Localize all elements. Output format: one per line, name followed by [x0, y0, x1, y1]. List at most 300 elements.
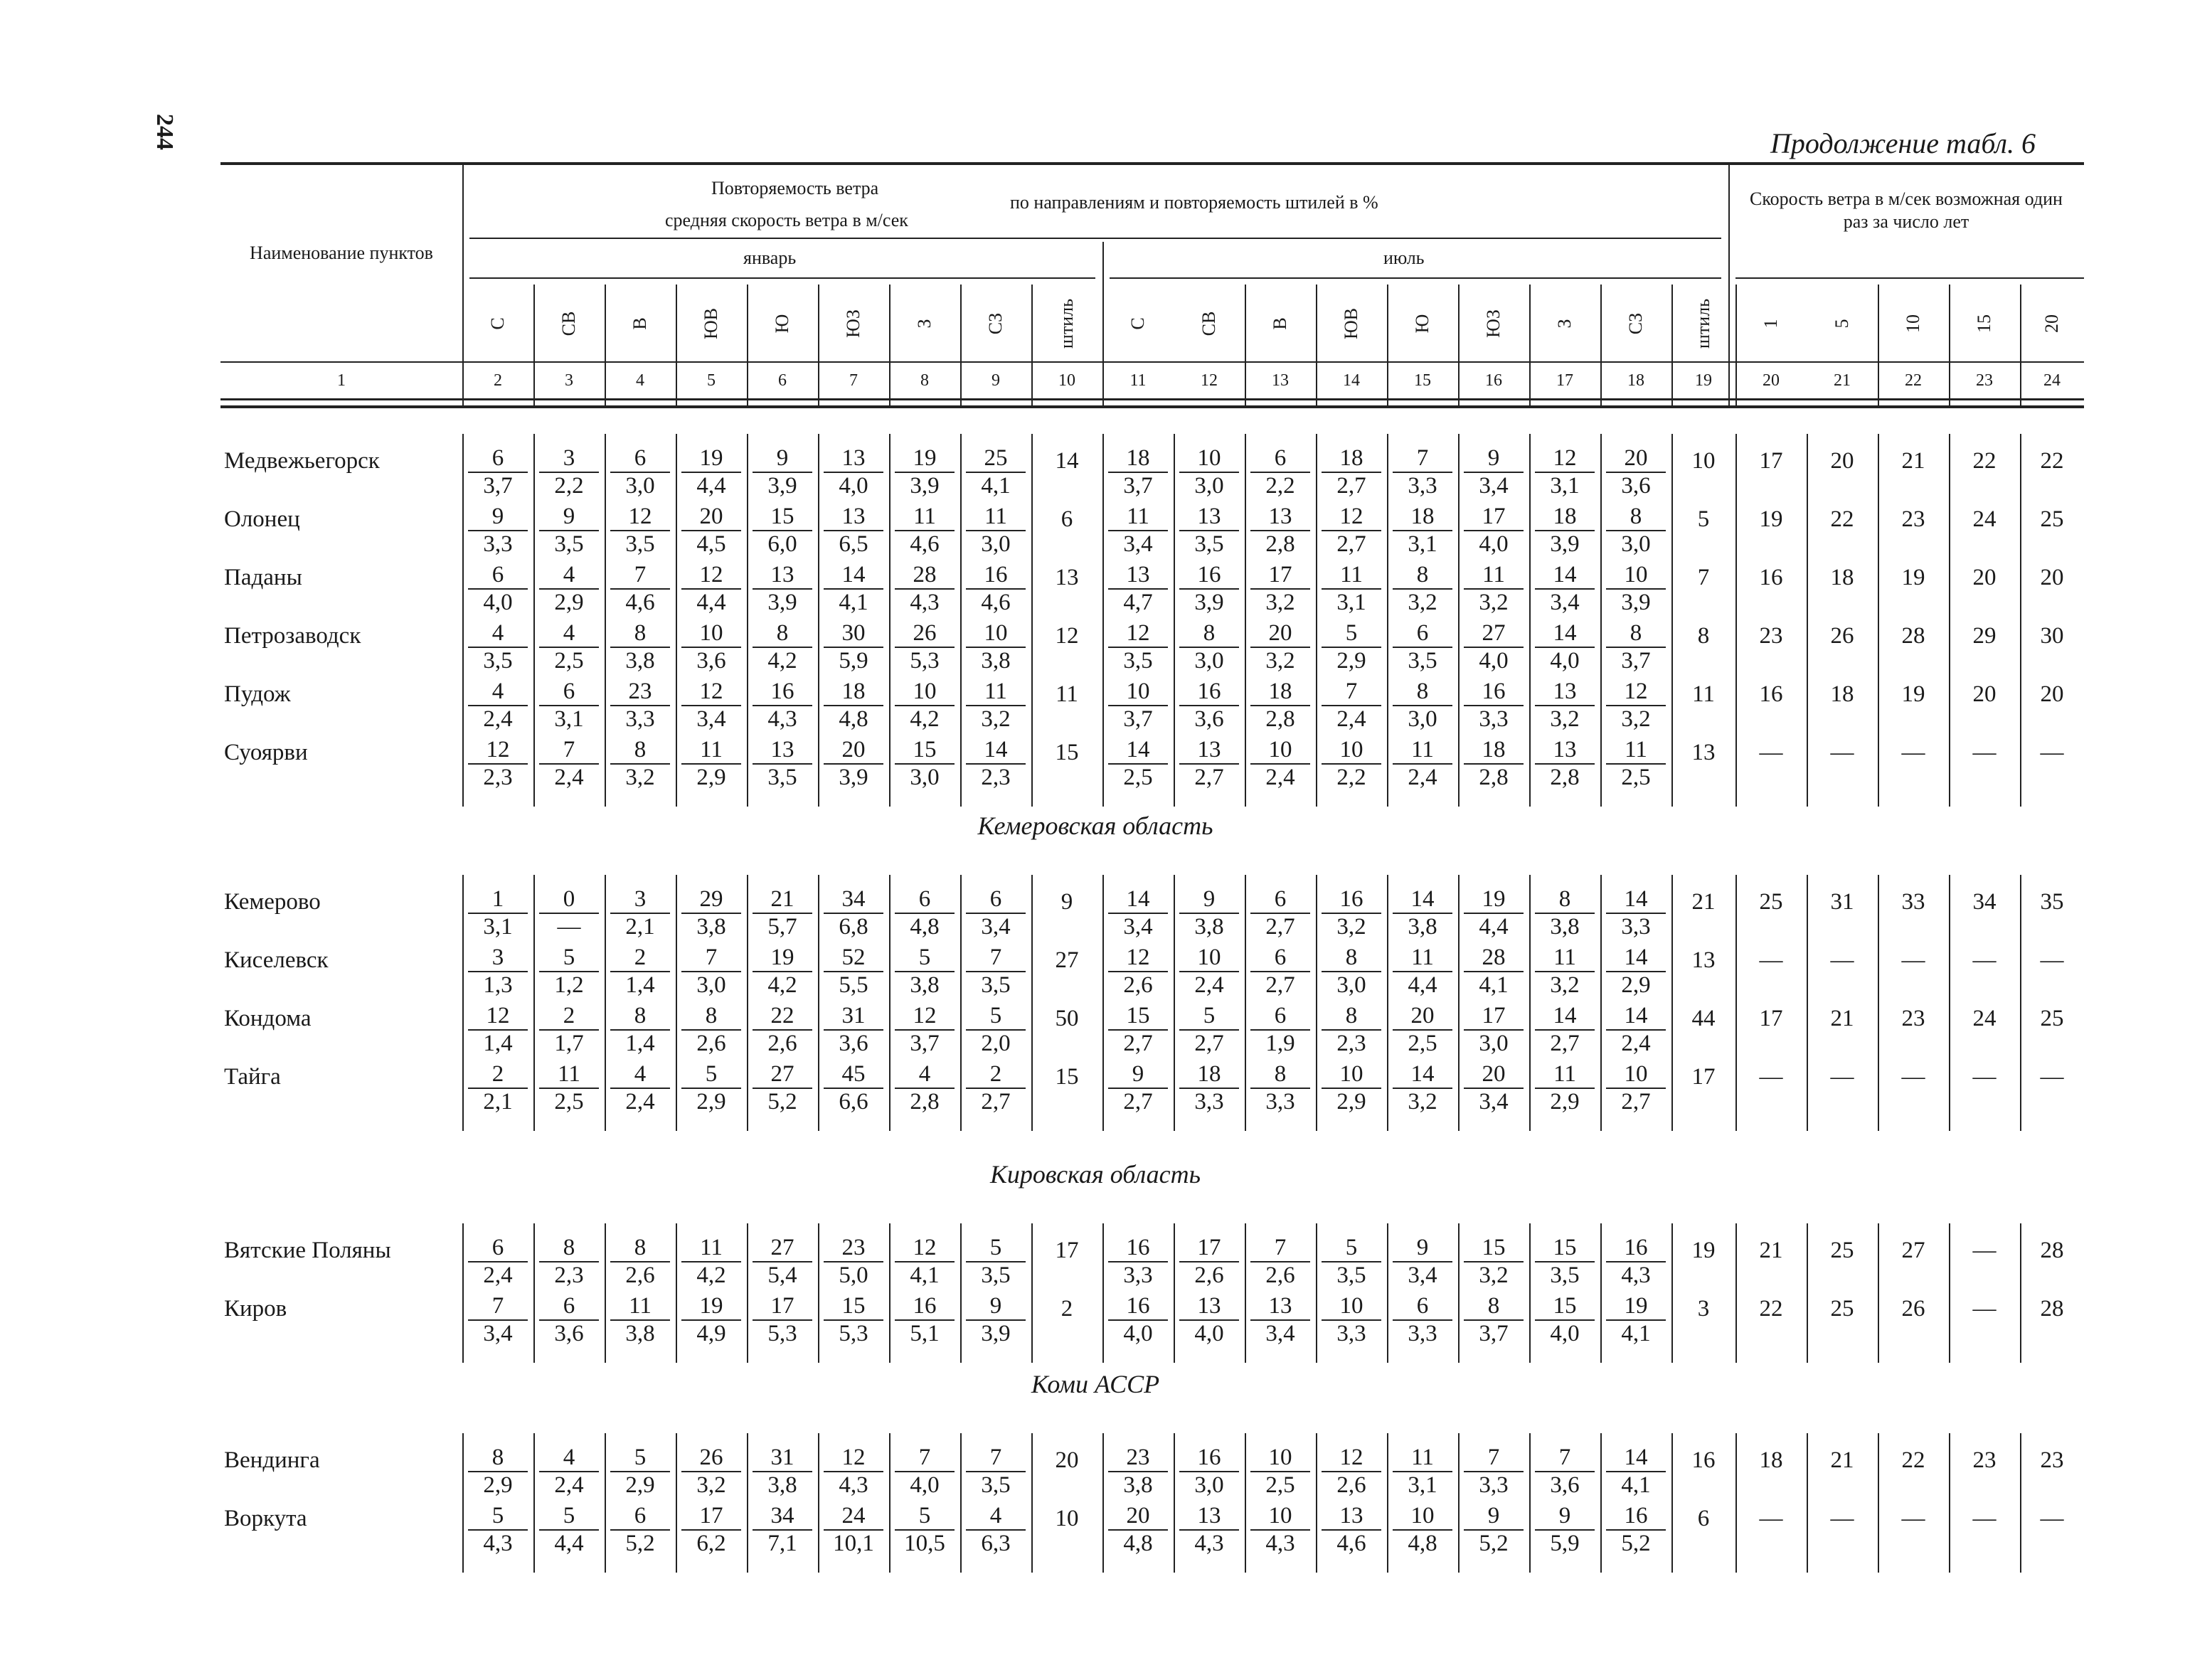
- mean-speed-value: 3,1: [483, 914, 513, 940]
- mean-speed-value: 3,3: [1123, 1262, 1153, 1288]
- max-speed-cell: 22: [1972, 448, 1997, 474]
- july-calm-cell: 5: [1697, 506, 1710, 532]
- frequency-value: 5: [918, 1503, 931, 1529]
- july-cell: [1316, 620, 1387, 674]
- july-calm-cell: 19: [1691, 1238, 1716, 1263]
- mean-speed-value: 1,2: [554, 972, 584, 998]
- january-cell: [462, 1003, 533, 1057]
- direction-header-jan-7: З: [914, 319, 935, 329]
- mean-speed-value: 2,7: [1123, 1089, 1153, 1115]
- mean-speed-value: 4,2: [910, 706, 940, 732]
- mean-speed-value: 3,1: [1408, 531, 1437, 557]
- frequency-value: 19: [699, 445, 723, 471]
- frequency-value: 14: [1126, 886, 1150, 912]
- january-calm-cell: 15: [1055, 740, 1079, 765]
- mean-speed-value: 3,6: [839, 1031, 868, 1056]
- frequency-value: 16: [1624, 1235, 1648, 1260]
- mean-speed-value: 5,2: [1479, 1531, 1509, 1556]
- mean-speed-value: 3,4: [1408, 1262, 1437, 1288]
- mean-speed-value: 4,0: [1479, 531, 1509, 557]
- july-cell: [1387, 737, 1458, 791]
- july-cell: [1174, 1445, 1245, 1499]
- july-cell: [1102, 945, 1174, 999]
- january-cell: [533, 504, 605, 558]
- frequency-value: 11: [1411, 1445, 1434, 1470]
- july-cell: [1102, 1503, 1174, 1557]
- july-cell: [1245, 1061, 1316, 1115]
- section-title: Кировская область: [990, 1160, 1201, 1189]
- frequency-value: 3: [491, 945, 504, 970]
- direction-header-jan-2: СВ: [558, 311, 579, 336]
- january-calm-cell: 10: [1055, 1506, 1079, 1531]
- mean-speed-value: 10,1: [833, 1531, 874, 1556]
- mean-speed-value: 2,4: [625, 1089, 655, 1115]
- july-cell: [1387, 1235, 1458, 1289]
- frequency-value: 9: [1487, 1503, 1500, 1529]
- mean-speed-value: 1,4: [625, 972, 655, 998]
- max-speed-cell: 28: [2040, 1238, 2064, 1263]
- frequency-value: 16: [913, 1293, 937, 1319]
- mean-speed-value: 3,9: [839, 765, 868, 790]
- mean-speed-value: 2,8: [1265, 531, 1295, 557]
- january-calm-cell: 17: [1055, 1238, 1079, 1263]
- mean-speed-value: 3,8: [1550, 914, 1580, 940]
- july-cell: [1529, 679, 1600, 733]
- frequency-value: 6: [563, 1293, 575, 1319]
- frequency-value: 6: [563, 679, 575, 704]
- july-cell: [1102, 1445, 1174, 1499]
- july-cell: [1529, 886, 1600, 940]
- frequency-value: 16: [1126, 1293, 1150, 1319]
- frequency-value: 9: [1558, 1503, 1571, 1529]
- column-number: 9: [992, 371, 1000, 390]
- frequency-value: 8: [634, 737, 647, 762]
- january-cell: [889, 1445, 960, 1499]
- january-header: январь: [743, 248, 797, 268]
- frequency-value: 13: [1197, 1503, 1221, 1529]
- mean-speed-value: 4,3: [839, 1472, 868, 1498]
- mean-speed-value: 3,7: [1123, 473, 1153, 499]
- mean-speed-value: 4,4: [696, 473, 726, 499]
- january-cell: [605, 1003, 676, 1057]
- frequency-value: 15: [1553, 1235, 1577, 1260]
- july-cell: [1458, 679, 1529, 733]
- mean-speed-value: 2,3: [483, 765, 513, 790]
- july-cell: [1316, 1293, 1387, 1347]
- january-cell: [533, 1445, 605, 1499]
- mean-speed-value: 3,7: [1621, 648, 1651, 674]
- table-continuation-caption: Продолжение табл. 6: [1770, 127, 2036, 159]
- mean-speed-value: 2,5: [1265, 1472, 1295, 1498]
- mean-speed-value: 3,4: [1123, 914, 1153, 940]
- frequency-value: 5: [989, 1235, 1002, 1260]
- station-name: Киров: [224, 1296, 287, 1322]
- direction-header-jan-8: СЗ: [985, 312, 1006, 335]
- january-cell: [889, 620, 960, 674]
- max-speed-cell: —: [2040, 947, 2064, 973]
- max-speed-cell: 31: [1830, 889, 1854, 915]
- mean-speed-value: 4,9: [696, 1321, 726, 1346]
- frequency-value: 14: [1410, 1061, 1435, 1087]
- frequency-value: 14: [1624, 886, 1648, 912]
- frequency-value: 18: [1553, 504, 1577, 529]
- direction-header-jul-1: С: [1127, 317, 1148, 330]
- january-cell: [462, 620, 533, 674]
- january-cell: [676, 1293, 747, 1347]
- frequency-value: 12: [1126, 620, 1150, 646]
- frequency-value: 16: [1339, 886, 1363, 912]
- july-cell: [1529, 1003, 1600, 1057]
- frequency-value: 11: [1553, 1061, 1576, 1087]
- max-speed-cell: —: [1972, 947, 1997, 973]
- july-cell: [1529, 504, 1600, 558]
- january-cell: [960, 886, 1031, 940]
- frequency-value: 10: [1624, 562, 1648, 588]
- frequency-value: 17: [699, 1503, 723, 1529]
- max-speed-cell: 29: [1972, 623, 1997, 649]
- frequency-value: 11: [913, 504, 936, 529]
- july-cell: [1387, 504, 1458, 558]
- january-cell: [960, 1003, 1031, 1057]
- column-number: 7: [849, 371, 858, 390]
- frequency-value: 13: [841, 445, 866, 471]
- july-calm-cell: 13: [1691, 947, 1716, 973]
- frequency-value: 5: [918, 945, 931, 970]
- mean-speed-value: 3,3: [1621, 914, 1651, 940]
- july-cell: [1245, 737, 1316, 791]
- mean-speed-value: 3,3: [1479, 1472, 1509, 1498]
- section-title: Коми АССР: [1031, 1370, 1160, 1398]
- july-cell: [1245, 945, 1316, 999]
- max-speed-cell: 25: [1830, 1296, 1854, 1322]
- july-cell: [1316, 504, 1387, 558]
- mean-speed-value: 3,6: [554, 1321, 584, 1346]
- july-cell: [1387, 1061, 1458, 1115]
- frequency-value: 29: [699, 886, 723, 912]
- frequency-value: 8: [563, 1235, 575, 1260]
- station-name: Кемерово: [224, 889, 321, 915]
- column-line: [462, 162, 464, 405]
- frequency-value: 12: [1126, 945, 1150, 970]
- january-cell: [462, 679, 533, 733]
- frequency-value: 10: [1268, 1503, 1292, 1529]
- january-cell: [462, 1503, 533, 1557]
- max-speed-cell: 19: [1901, 565, 1925, 590]
- max-speed-cell: 28: [2040, 1296, 2064, 1322]
- max-speed-cell: —: [1901, 740, 1925, 765]
- july-cell: [1245, 1503, 1316, 1557]
- mean-speed-value: 1,7: [554, 1031, 584, 1056]
- mean-speed-value: 2,1: [483, 1089, 513, 1115]
- mean-speed-value: 2,3: [554, 1262, 584, 1288]
- july-cell: [1529, 1445, 1600, 1499]
- rule-line: [220, 162, 2084, 165]
- frequency-value: 5: [1345, 1235, 1358, 1260]
- july-cell: [1387, 679, 1458, 733]
- mean-speed-value: 4,4: [554, 1531, 584, 1556]
- frequency-value: 9: [989, 1293, 1002, 1319]
- mean-speed-value: 2,9: [696, 1089, 726, 1115]
- frequency-value: 13: [841, 504, 866, 529]
- mean-speed-value: 2,9: [1621, 972, 1651, 998]
- january-cell: [747, 1003, 818, 1057]
- frequency-value: 27: [770, 1235, 794, 1260]
- frequency-value: 25: [984, 445, 1008, 471]
- january-cell: [605, 1445, 676, 1499]
- january-cell: [818, 1061, 889, 1115]
- mean-speed-value: 3,6: [696, 648, 726, 674]
- january-cell: [889, 945, 960, 999]
- frequency-value: 5: [989, 1003, 1002, 1028]
- january-calm-cell: 14: [1055, 448, 1079, 474]
- mean-speed-value: 3,1: [554, 706, 584, 732]
- mean-speed-value: 4,1: [1479, 972, 1509, 998]
- mean-speed-value: 3,9: [767, 590, 797, 615]
- max-speed-cell: 20: [2040, 565, 2064, 590]
- july-calm-cell: 3: [1697, 1296, 1710, 1322]
- july-calm-cell: 6: [1697, 1506, 1710, 1531]
- mean-speed-value: 2,6: [625, 1262, 655, 1288]
- frequency-value: 26: [699, 1445, 723, 1470]
- january-cell: [889, 504, 960, 558]
- january-cell: [605, 1503, 676, 1557]
- max-speed-cell: 18: [1830, 681, 1854, 707]
- frequency-value: 13: [1126, 562, 1150, 588]
- frequency-value: 31: [770, 1445, 794, 1470]
- july-cell: [1600, 620, 1671, 674]
- july-cell: [1174, 945, 1245, 999]
- frequency-value: 6: [634, 1503, 647, 1529]
- july-cell: [1458, 504, 1529, 558]
- frequency-value: 16: [1197, 679, 1221, 704]
- frequency-value: 13: [1197, 737, 1221, 762]
- max-speed-cell: 21: [1759, 1238, 1783, 1263]
- frequency-value: 12: [699, 679, 723, 704]
- july-cell: [1102, 562, 1174, 616]
- january-cell: [960, 1293, 1031, 1347]
- frequency-value: 15: [913, 737, 937, 762]
- mean-speed-value: —: [557, 914, 581, 940]
- frequency-value: 5: [1345, 620, 1358, 646]
- july-cell: [1529, 562, 1600, 616]
- frequency-value: 14: [1553, 1003, 1577, 1028]
- mean-speed-value: 5,9: [839, 648, 868, 674]
- mean-speed-value: 3,8: [625, 648, 655, 674]
- july-cell: [1316, 1445, 1387, 1499]
- january-cell: [818, 1503, 889, 1557]
- frequency-value: 2: [563, 1003, 575, 1028]
- july-calm-cell: 21: [1691, 889, 1716, 915]
- january-cell: [747, 886, 818, 940]
- january-cell: [960, 445, 1031, 499]
- mean-speed-value: 4,1: [1621, 1472, 1651, 1498]
- january-cell: [676, 737, 747, 791]
- january-calm-cell: 6: [1060, 506, 1073, 532]
- mean-speed-value: 3,5: [1336, 1262, 1366, 1288]
- july-cell: [1174, 562, 1245, 616]
- mean-speed-value: 2,7: [981, 1089, 1011, 1115]
- january-cell: [818, 886, 889, 940]
- july-cell: [1600, 945, 1671, 999]
- mean-speed-value: 3,2: [1550, 706, 1580, 732]
- mean-speed-value: 2,0: [981, 1031, 1011, 1056]
- january-cell: [605, 1293, 676, 1347]
- frequency-value: 18: [1197, 1061, 1221, 1087]
- frequency-value: 10: [1268, 1445, 1292, 1470]
- frequency-value: 14: [1126, 737, 1150, 762]
- january-cell: [605, 504, 676, 558]
- july-cell: [1529, 737, 1600, 791]
- frequency-value: 18: [1126, 445, 1150, 471]
- column-number: 11: [1129, 371, 1147, 390]
- mean-speed-value: 3,0: [910, 765, 940, 790]
- frequency-value: 13: [1339, 1503, 1363, 1529]
- july-cell: [1458, 886, 1529, 940]
- mean-speed-value: 2,5: [1123, 765, 1153, 790]
- mean-speed-value: 1,3: [483, 972, 513, 998]
- july-cell: [1245, 679, 1316, 733]
- frequency-value: 31: [841, 1003, 866, 1028]
- frequency-value: 7: [918, 1445, 931, 1470]
- column-number: 18: [1627, 371, 1644, 390]
- july-cell: [1102, 445, 1174, 499]
- frequency-value: 20: [1268, 620, 1292, 646]
- mean-speed-value: 3,2: [1336, 914, 1366, 940]
- mean-speed-value: 4,1: [1621, 1321, 1651, 1346]
- mean-speed-value: 3,8: [625, 1321, 655, 1346]
- july-calm-cell: 7: [1697, 565, 1710, 590]
- frequency-value: 19: [699, 1293, 723, 1319]
- frequency-value: 8: [1345, 1003, 1358, 1028]
- july-cell: [1174, 504, 1245, 558]
- frequency-value: 8: [491, 1445, 504, 1470]
- january-cell: [676, 1503, 747, 1557]
- july-cell: [1387, 1003, 1458, 1057]
- july-calm-cell: 10: [1691, 448, 1716, 474]
- july-cell: [1387, 620, 1458, 674]
- january-cell: [747, 737, 818, 791]
- mean-speed-value: 3,6: [1550, 1472, 1580, 1498]
- mean-speed-value: 3,4: [1550, 590, 1580, 615]
- mean-speed-value: 4,0: [483, 590, 513, 615]
- january-calm-cell: 15: [1055, 1064, 1079, 1090]
- frequency-value: 8: [1345, 945, 1358, 970]
- mean-speed-value: 2,4: [1336, 706, 1366, 732]
- mean-speed-value: 3,1: [1336, 590, 1366, 615]
- mean-speed-value: 3,8: [910, 972, 940, 998]
- frequency-value: 17: [1482, 1003, 1506, 1028]
- july-cell: [1316, 945, 1387, 999]
- mean-speed-value: 2,6: [1123, 972, 1153, 998]
- frequency-value: 10: [1410, 1503, 1435, 1529]
- january-cell: [818, 945, 889, 999]
- january-cell: [533, 562, 605, 616]
- frequency-value: 12: [841, 1445, 866, 1470]
- mean-speed-value: 4,0: [1479, 648, 1509, 674]
- mean-speed-value: 4,4: [696, 590, 726, 615]
- mean-speed-value: 2,4: [1265, 765, 1295, 790]
- mean-speed-value: 2,7: [1265, 972, 1295, 998]
- mean-speed-value: 5,2: [625, 1531, 655, 1556]
- frequency-value: 11: [700, 1235, 723, 1260]
- january-cell: [676, 1061, 747, 1115]
- july-cell: [1458, 1003, 1529, 1057]
- mean-speed-value: 4,2: [696, 1262, 726, 1288]
- july-cell: [1245, 886, 1316, 940]
- january-cell: [960, 679, 1031, 733]
- july-cell: [1102, 504, 1174, 558]
- july-cell: [1316, 445, 1387, 499]
- mean-speed-value: 2,2: [1265, 473, 1295, 499]
- frequency-value: 21: [770, 886, 794, 912]
- column-number: 2: [494, 371, 502, 390]
- frequency-value: 17: [1268, 562, 1292, 588]
- july-cell: [1245, 1445, 1316, 1499]
- mean-speed-value: 3,5: [981, 1472, 1011, 1498]
- years-header-4: 15: [1974, 314, 1994, 333]
- mean-speed-value: 2,6: [1194, 1262, 1224, 1288]
- frequency-value: 34: [770, 1503, 794, 1529]
- frequency-value: 16: [770, 679, 794, 704]
- mean-speed-value: 3,2: [1550, 972, 1580, 998]
- frequency-value: 24: [841, 1503, 866, 1529]
- mean-speed-value: 3,8: [767, 1472, 797, 1498]
- frequency-value: 8: [1203, 620, 1216, 646]
- january-cell: [676, 504, 747, 558]
- january-cell: [747, 620, 818, 674]
- mean-speed-value: 3,9: [1194, 590, 1224, 615]
- max-speed-cell: —: [2040, 740, 2064, 765]
- july-cell: [1600, 562, 1671, 616]
- years-header-5: 20: [2041, 314, 2062, 333]
- mean-speed-value: 1,4: [483, 1031, 513, 1056]
- frequency-value: 10: [1624, 1061, 1648, 1087]
- mean-speed-value: 3,8: [1123, 1472, 1153, 1498]
- mean-speed-value: 3,0: [1621, 531, 1651, 557]
- frequency-value: 52: [841, 945, 866, 970]
- max-speed-cell: —: [1972, 740, 1997, 765]
- july-cell: [1174, 1503, 1245, 1557]
- frequency-value: 4: [989, 1503, 1002, 1529]
- mean-speed-value: 4,8: [839, 706, 868, 732]
- mean-speed-value: 3,2: [1265, 648, 1295, 674]
- frequency-value: 17: [1482, 504, 1506, 529]
- frequency-value: 6: [1274, 1003, 1287, 1028]
- frequency-value: 7: [989, 945, 1002, 970]
- mean-speed-value: 3,9: [1621, 590, 1651, 615]
- frequency-value: 4: [918, 1061, 931, 1087]
- january-cell: [960, 1503, 1031, 1557]
- mean-speed-value: 1,9: [1265, 1031, 1295, 1056]
- july-cell: [1316, 886, 1387, 940]
- frequency-value: 12: [1339, 504, 1363, 529]
- mean-speed-value: 2,7: [1550, 1031, 1580, 1056]
- january-cell: [889, 886, 960, 940]
- january-cell: [747, 1235, 818, 1289]
- page-number: 244: [151, 114, 178, 150]
- frequency-value: 4: [563, 620, 575, 646]
- max-speed-cell: —: [1901, 947, 1925, 973]
- frequency-value: 8: [634, 620, 647, 646]
- frequency-value: 10: [913, 679, 937, 704]
- max-speed-cell: 34: [1972, 889, 1997, 915]
- frequency-value: 12: [1553, 445, 1577, 471]
- mean-speed-value: 5,4: [767, 1262, 797, 1288]
- mean-speed-value: 3,3: [1408, 1321, 1437, 1346]
- january-cell: [747, 445, 818, 499]
- mean-speed-value: 2,7: [1336, 473, 1366, 499]
- january-cell: [960, 1445, 1031, 1499]
